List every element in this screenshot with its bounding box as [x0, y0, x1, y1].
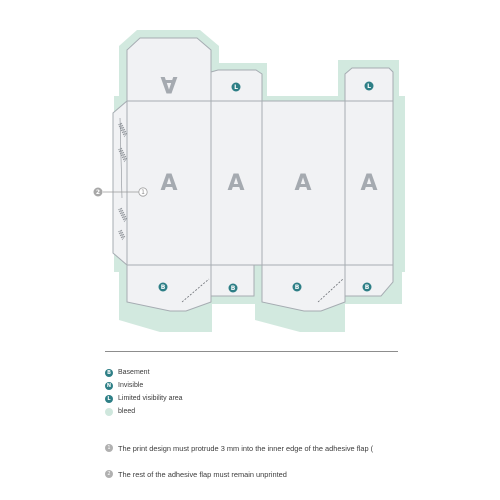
badge-L-right: [365, 82, 374, 91]
svg-text:L: L: [367, 83, 371, 91]
legend-label: bleed: [118, 408, 136, 415]
svg-text:2: 2: [95, 189, 101, 197]
svg-text:B: B: [364, 284, 370, 292]
badge-B-2: [229, 284, 238, 293]
bottom-flap-3: [262, 265, 345, 311]
callout-marker-2: [94, 188, 103, 197]
legend-label: Invisible: [118, 382, 144, 389]
legend-item-bleed: [105, 406, 183, 417]
face-letter-side-left: A: [227, 171, 245, 196]
face-letter-side-right: A: [360, 171, 378, 196]
svg-text:B: B: [294, 284, 300, 292]
svg-text:B: B: [160, 284, 166, 292]
svg-text:B: B: [230, 285, 236, 293]
legend-label: Limited visibility area: [118, 395, 183, 402]
legend-label: Basement: [118, 369, 150, 376]
badge-B-1: [159, 283, 168, 292]
face-letter-back: A: [294, 171, 312, 196]
legend-item-invisible: [105, 380, 183, 391]
legend-badge-icon: N: [106, 382, 112, 389]
badge-B-3: [293, 283, 302, 292]
face-letter-top-lid: A: [160, 71, 178, 96]
badge-B-4: [363, 283, 372, 292]
svg-text:L: L: [234, 84, 238, 92]
note-item-2: [105, 468, 405, 480]
legend: [105, 367, 183, 419]
note-number-icon: 2: [105, 470, 113, 478]
legend-item-basement: [105, 367, 183, 378]
legend-badge-icon: L: [105, 395, 113, 403]
note-text: The print design must protrude 3 mm into the inner edge of the adhesive flap (: [118, 443, 374, 453]
note-item-1: [105, 442, 405, 454]
notes: [105, 442, 405, 494]
legend-badge-icon: B: [105, 369, 113, 377]
callout-marker-1: [139, 188, 147, 196]
legend-item-limited-visibility: [105, 393, 183, 404]
badge-L-left: [232, 83, 241, 92]
note-number-icon: 1: [105, 444, 113, 452]
svg-text:1: 1: [141, 189, 145, 197]
face-letter-front: A: [160, 171, 178, 196]
section-divider: [105, 351, 398, 352]
note-text: The rest of the adhesive flap must remain unprinted: [118, 469, 287, 479]
bleed-swatch-icon: [105, 408, 113, 416]
